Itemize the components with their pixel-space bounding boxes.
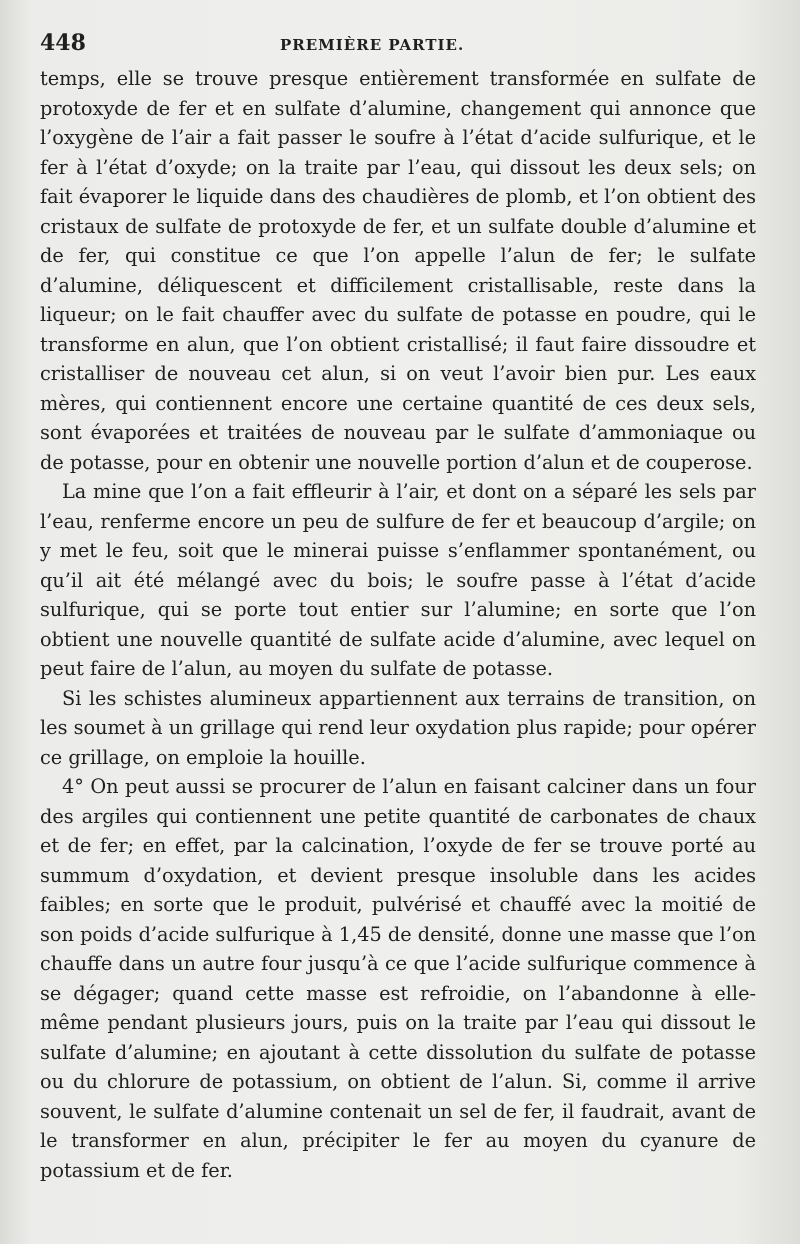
page-number: 448 [40,30,86,56]
running-head: PREMIÈRE PARTIE. [280,36,465,54]
paragraph-4: 4° On peut aussi se procurer de l’alun en faisant calciner dans un four des argiles qui contiennent une petite quantité de carbonates de chaux et de fer; en effet, par la calcination, l’oxyde de fer se trouve porté au summum d’oxydation, et devient presque insoluble dans les acides faibles; en sorte que le produit, pulvérisé et chauffé avec la moitié de son poids d’acide sulfurique à 1,45 de densité, donne une masse que l’on chauffe dans un autre four jusqu’à ce que l’acide sulfurique commence à se dégager; quand cette masse est refroidie, on l’abandonne à elle-même pendant plusieurs jours, puis on la traite par l’eau qui dissout le sulfate d’alumine; en ajoutant à cette dissolution du sulfate de potasse ou du chlorure de potassium, on obtient de l’alun. Si, comme il arrive souvent, le sulfate d’alumine contenait un sel de fer, il faudrait, avant de le transformer en alun, précipiter le fer au moyen du cyanure de potassium et de fer. [40,775,756,1182]
paragraph-2: La mine que l’on a fait effleurir à l’air, et dont on a séparé les sels par l’eau, renferme encore un peu de sulfure de fer et beaucoup d’argile; on y met le feu, soit que le minerai puisse s’enflammer spontanément, ou qu’il ait été mélangé avec du bois; le soufre passe à l’état d’acide sulfurique, qui se porte tout entier sur l’alumine; en sorte que l’on obtient une nouvelle quantité de sulfate acide d’alumine, avec lequel on peut faire de l’alun, au moyen du sulfate de potasse. [40,480,756,680]
paragraph-1: temps, elle se trouve presque entièrement transformée en sulfate de protoxyde de fer et en sulfate d’alumine, changement qui annonce que l’oxygène de l’air a fait passer le soufre à l’état d’acide sulfurique, et le fer à l’état d’oxyde; on la traite par l’eau, qui dissout les deux sels; on fait évaporer le liquide dans des chaudières de plomb, et l’on obtient des cristaux de sulfate de protoxyde de fer, et un sulfate double d’alumine et de fer, qui constitue ce que l’on appelle l’alun de fer; le sulfate d’alumine, déliquescent et difficilement cristallisable, reste dans la liqueur; on le fait chauffer avec du sulfate de potasse en poudre, qui le transforme en alun, que l’on obtient cristallisé; il faut faire dissoudre et cristalliser de nouveau cet alun, si on veut l’avoir bien pur. Les eaux mères, qui contiennent encore une certaine quantité de ces deux sels, sont évaporées et traitées de nouveau par le sulfate d’ammoniaque ou de potasse, pour en obtenir une nouvelle portion d’alun et de couperose. [40,67,756,474]
page-header [40,30,756,64]
paragraph-3: Si les schistes alumineux appartiennent aux terrains de transition, on les soumet à un grillage qui rend leur oxydation plus rapide; pour opérer ce grillage, on emploie la houille. [40,686,756,769]
body-text [40,64,756,1185]
